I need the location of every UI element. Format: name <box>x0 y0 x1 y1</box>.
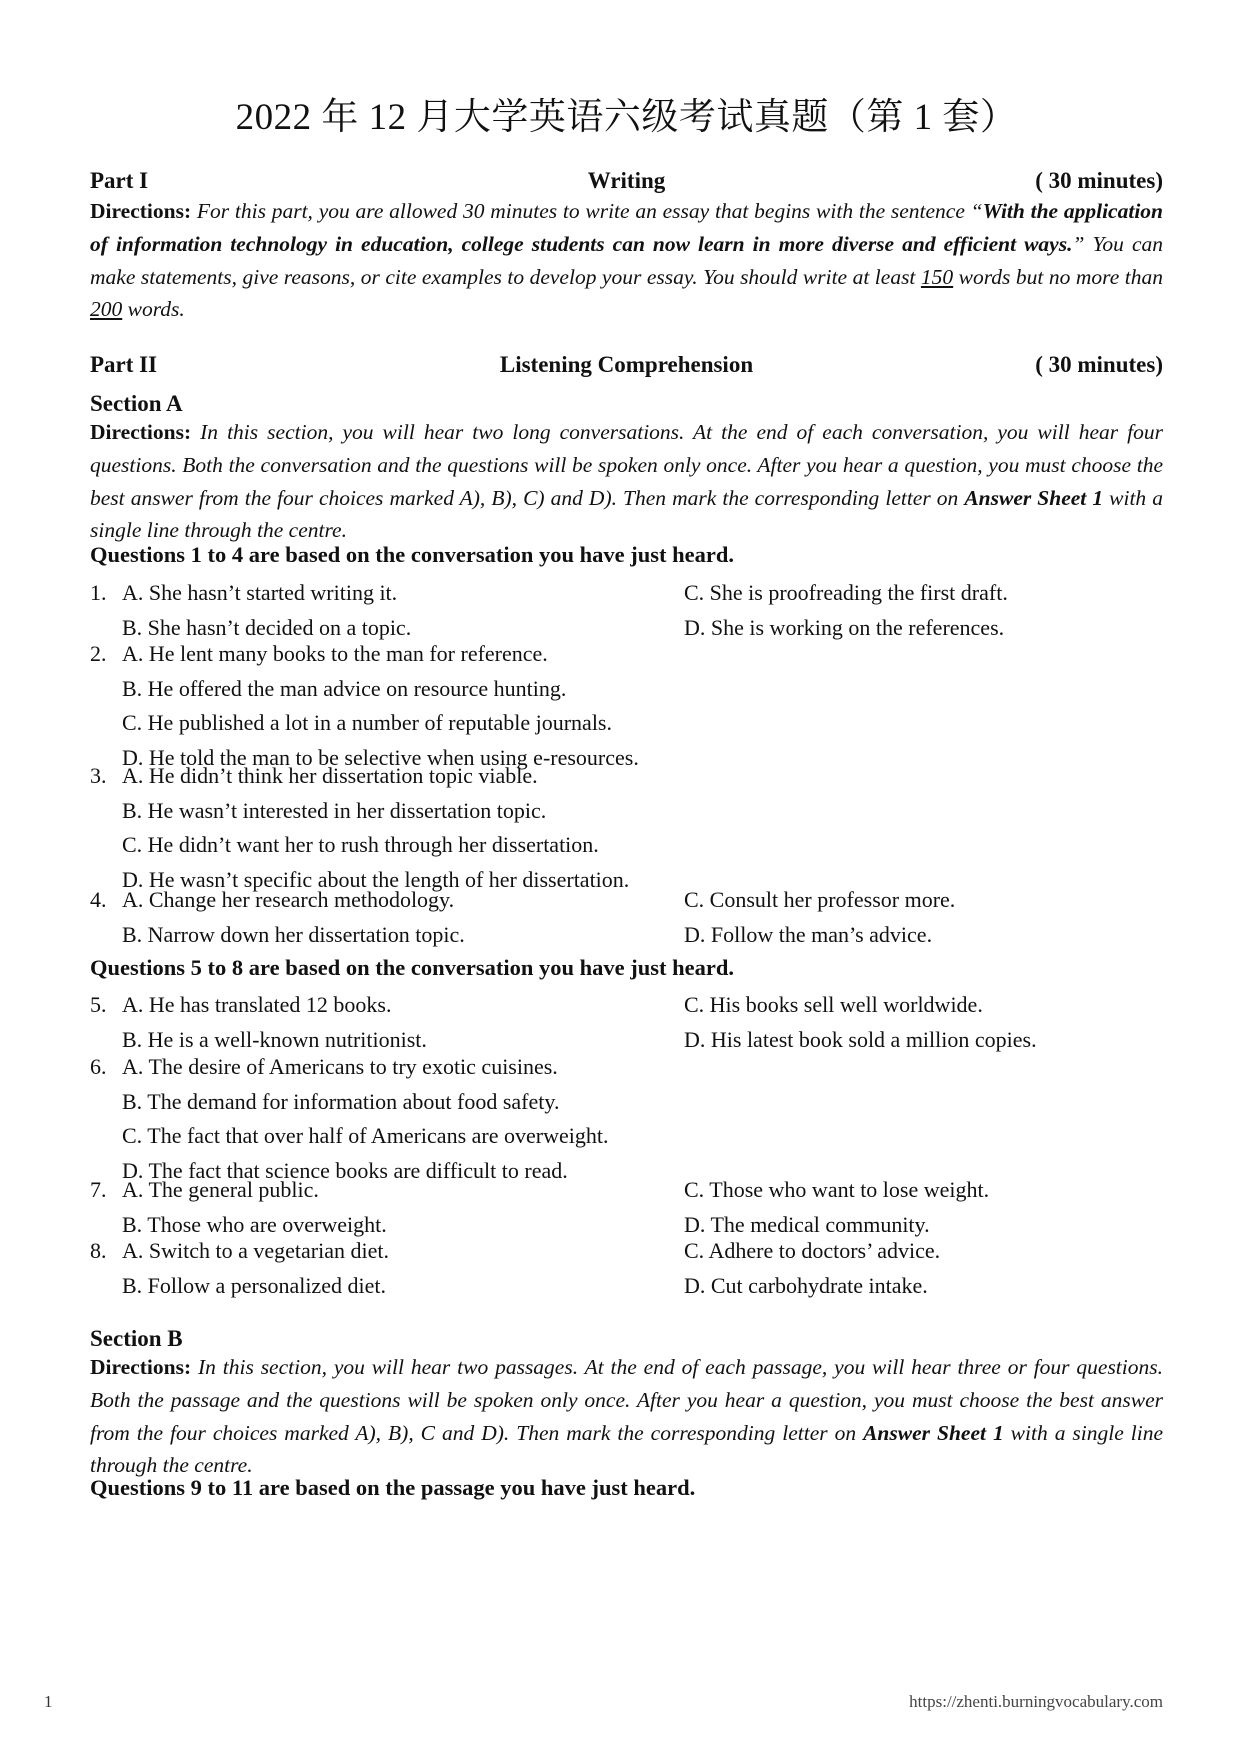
option-d: D. The fact that science books are difficult to read. <box>122 1157 568 1183</box>
option-b: B. She hasn’t decided on a topic. <box>122 614 412 640</box>
option-d: D. Follow the man’s advice. <box>684 921 933 947</box>
part-2-header <box>90 352 1163 384</box>
section-b-heading: Section B <box>90 1326 183 1351</box>
directions-text: For this part, you are allowed 30 minutes to write an essay that begins with the sentence “ <box>196 199 983 223</box>
option-a: A. She hasn’t started writing it. <box>122 580 398 605</box>
question-group-heading: Questions 1 to 4 are based on the conversation you have just heard. <box>90 542 734 567</box>
option-d: D. He told the man to be selective when using e-resources. <box>122 744 639 770</box>
question-group-heading: Questions 5 to 8 are based on the conversation you have just heard. <box>90 955 734 980</box>
max-words: 200 <box>90 297 123 322</box>
directions-label: Directions: <box>90 199 192 223</box>
directions-text: with a single line through the centre. <box>90 1420 1164 1478</box>
option-c: C. She is proofreading the first draft. <box>684 580 1008 605</box>
section-a-heading: Section A <box>90 391 183 416</box>
part-1-name: Writing <box>587 168 666 193</box>
directions-text: with a single line through the centre. <box>90 485 1163 543</box>
directions-text: words. <box>122 297 185 322</box>
option-b: B. He offered the man advice on resource hunting. <box>122 675 567 701</box>
option-c: C. He didn’t want her to rush through her dissertation. <box>122 832 599 858</box>
directions-label: Directions: <box>90 1355 192 1379</box>
option-b: B. Those who are overweight. <box>122 1211 387 1237</box>
part-1-label: Part I <box>90 168 149 193</box>
option-a: A. The general public. <box>122 1177 319 1202</box>
page-number: 1 <box>44 1692 53 1711</box>
part-2-time: ( 30 minutes) <box>1035 352 1163 377</box>
part-1-directions <box>90 195 1163 326</box>
option-c: C. Adhere to doctors’ advice. <box>684 1238 941 1263</box>
option-b: B. The demand for information about food safety. <box>122 1088 560 1114</box>
directions-text: ” You can make statements, give reasons, or cite examples to develop your essay. You should write at least <box>90 231 1163 289</box>
answer-sheet-ref: Answer Sheet 1 <box>964 485 1104 510</box>
option-c: C. The fact that over half of Americans are overweight. <box>122 1123 609 1149</box>
question-number: 7. <box>90 1177 107 1202</box>
directions-text: words but no more than <box>953 264 1163 289</box>
option-d: D. She is working on the references. <box>684 614 1005 640</box>
answer-sheet-ref: Answer Sheet 1 <box>863 1420 1004 1445</box>
option-d: D. Cut carbohydrate intake. <box>684 1272 928 1298</box>
option-a: A. The desire of Americans to try exotic cuisines. <box>122 1054 558 1079</box>
option-a: A. He didn’t think her dissertation topic viable. <box>122 763 538 788</box>
option-c: C. He published a lot in a number of reputable journals. <box>122 710 612 736</box>
option-d: D. His latest book sold a million copies. <box>684 1026 1037 1052</box>
option-d: D. The medical community. <box>684 1211 930 1237</box>
option-c: C. Those who want to lose weight. <box>684 1177 990 1202</box>
question-number: 2. <box>90 641 107 666</box>
question-number: 1. <box>90 580 107 605</box>
option-a: A. He has translated 12 books. <box>122 992 392 1017</box>
option-b: B. He is a well-known nutritionist. <box>122 1026 427 1052</box>
option-d: D. He wasn’t specific about the length of her dissertation. <box>122 866 630 892</box>
part-1-time: ( 30 minutes) <box>1035 168 1163 193</box>
part-2-name: Listening Comprehension <box>499 352 754 377</box>
page-title: 2022 年 12 月大学英语六级考试真题（第 1 套） <box>235 97 1018 138</box>
option-b: B. He wasn’t interested in her dissertation topic. <box>122 797 547 823</box>
option-a: A. Switch to a vegetarian diet. <box>122 1238 389 1263</box>
option-c: C. His books sell well worldwide. <box>684 992 983 1017</box>
question-number: 6. <box>90 1054 107 1079</box>
directions-text: In this section, you will hear two passages. At the end of each passage, you will hear three or four questions. Both the passage and the questions will be spoken only once. After you hear a question, you must choose the best answer from the four choices marked A), B), C and D). Then mark the corresponding letter on <box>90 1355 1163 1445</box>
option-b: B. Follow a personalized diet. <box>122 1272 386 1298</box>
option-b: B. Narrow down her dissertation topic. <box>122 921 465 947</box>
directions-text: In this section, you will hear two long conversations. At the end of each conversation, you will hear four questions. Both the conversation and the questions will be spoken only once. After you hear a question, you must choose the best answer from the four choices marked A), B), C) and D). Then mark the corresponding letter on <box>90 420 1164 510</box>
question-number: 8. <box>90 1238 107 1263</box>
essay-prompt: With the application of information technology in education, college students can now learn in more diverse and efficient ways. <box>90 199 1163 256</box>
question-group-heading: Questions 9 to 11 are based on the passage you have just heard. <box>90 1475 696 1500</box>
option-a: A. He lent many books to the man for reference. <box>122 641 548 666</box>
question-number: 3. <box>90 763 107 788</box>
directions-label: Directions: <box>90 420 192 444</box>
option-c: C. Consult her professor more. <box>684 887 956 912</box>
min-words: 150 <box>920 264 954 289</box>
question-number: 5. <box>90 992 107 1017</box>
section-b-directions <box>90 1351 1163 1482</box>
option-a: A. Change her research methodology. <box>122 887 455 912</box>
part-2-label: Part II <box>90 352 158 377</box>
section-a-directions <box>90 416 1163 547</box>
question-number: 4. <box>90 887 107 912</box>
footer-url[interactable]: https://zhenti.burningvocabulary.com <box>909 1692 1163 1711</box>
